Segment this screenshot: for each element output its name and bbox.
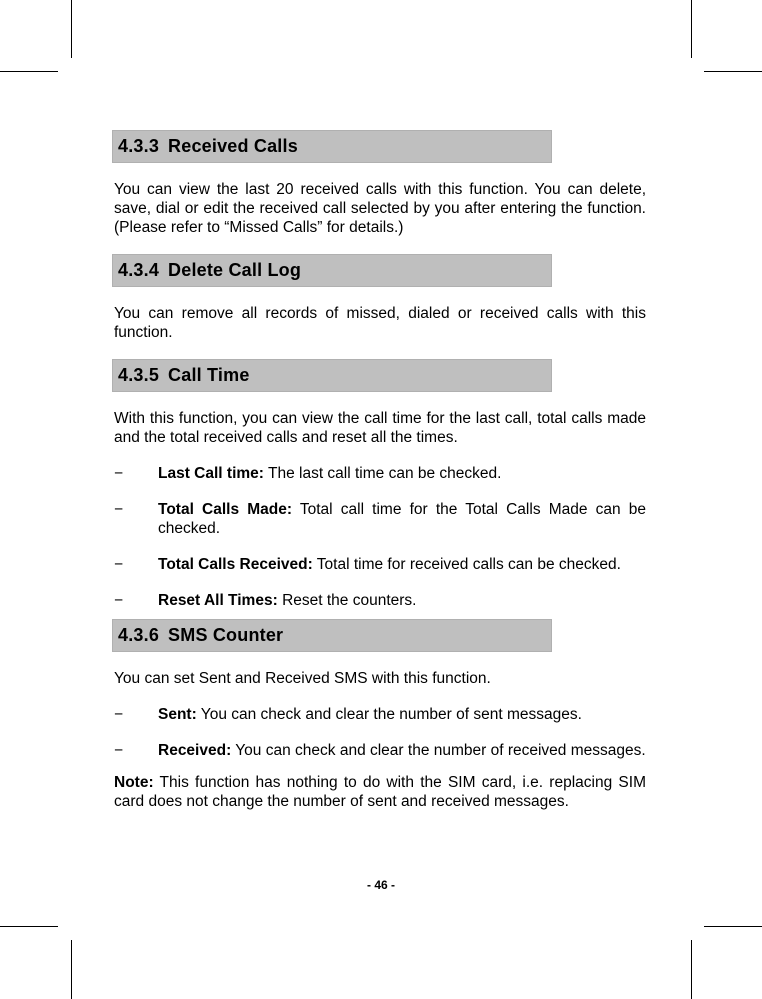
crop-mark <box>0 71 58 72</box>
item-text: The last call time can be checked. <box>267 465 502 482</box>
item-term: Total Calls Received: <box>158 556 313 573</box>
section-title: Received Calls <box>168 136 298 156</box>
item-term: Last Call time: <box>158 465 264 482</box>
list-item-reset-all-times <box>112 591 648 610</box>
item-text: Total call time for the Total Calls Made can be checked. <box>158 501 646 537</box>
section-heading-delete-call-log <box>112 254 552 287</box>
call-time-text: With this function, you can view the call time for the last call, total calls made and the total received calls and reset all the times. <box>114 410 646 446</box>
item-term: Total Calls Made: <box>158 501 292 518</box>
section-title: Call Time <box>168 365 250 385</box>
bullet-dash: − <box>114 501 124 518</box>
item-text: You can check and clear the number of received messages. <box>235 742 646 759</box>
section-number: 4.3.4 <box>118 260 160 280</box>
section-heading-sms-counter <box>112 619 552 652</box>
crop-mark <box>71 940 72 999</box>
bullet-dash: − <box>114 742 124 759</box>
bullet-dash: − <box>114 592 124 609</box>
crop-mark <box>71 0 72 58</box>
section-number: 4.3.5 <box>118 365 160 385</box>
crop-mark <box>691 940 692 999</box>
list-item-sent <box>112 705 648 724</box>
item-text: Total time for received calls can be checked. <box>316 556 621 573</box>
bullet-dash: − <box>114 556 124 573</box>
note-text: This function has nothing to do with the SIM card, i.e. replacing SIM card does not change the number of sent and received messages. <box>114 774 646 810</box>
section-title: SMS Counter <box>168 625 284 645</box>
crop-mark <box>704 71 762 72</box>
note-label: Note: <box>114 774 154 791</box>
section-heading-received-calls <box>112 130 552 163</box>
bullet-dash: − <box>114 465 124 482</box>
section-number: 4.3.3 <box>118 136 160 156</box>
crop-mark <box>704 926 762 927</box>
item-term: Received: <box>158 742 232 759</box>
received-calls-text: You can view the last 20 received calls with this function. You can delete, save, dial or edit the received call selected by you after entering the function. (Please refer to “Missed Calls” for details.) <box>114 181 646 236</box>
bullet-dash: − <box>114 706 124 723</box>
list-item-last-call-time <box>112 464 648 483</box>
section-heading-call-time <box>112 359 552 392</box>
section-number: 4.3.6 <box>118 625 160 645</box>
list-item-total-calls-received <box>112 555 648 574</box>
section-title: Delete Call Log <box>168 260 302 280</box>
sms-counter-text: You can set Sent and Received SMS with this function. <box>114 670 491 687</box>
list-item-total-calls-made <box>112 500 648 538</box>
crop-mark <box>691 0 692 58</box>
crop-mark <box>0 926 58 927</box>
item-term: Sent: <box>158 706 197 723</box>
note-paragraph <box>112 773 648 811</box>
item-term: Reset All Times: <box>158 592 278 609</box>
page-content <box>112 130 648 811</box>
list-item-received <box>112 741 648 760</box>
item-text: You can check and clear the number of sent messages. <box>200 706 582 723</box>
item-text: Reset the counters. <box>282 592 417 609</box>
page-number: - 46 - <box>366 878 395 892</box>
delete-call-log-text: You can remove all records of missed, dialed or received calls with this function. <box>114 305 646 341</box>
